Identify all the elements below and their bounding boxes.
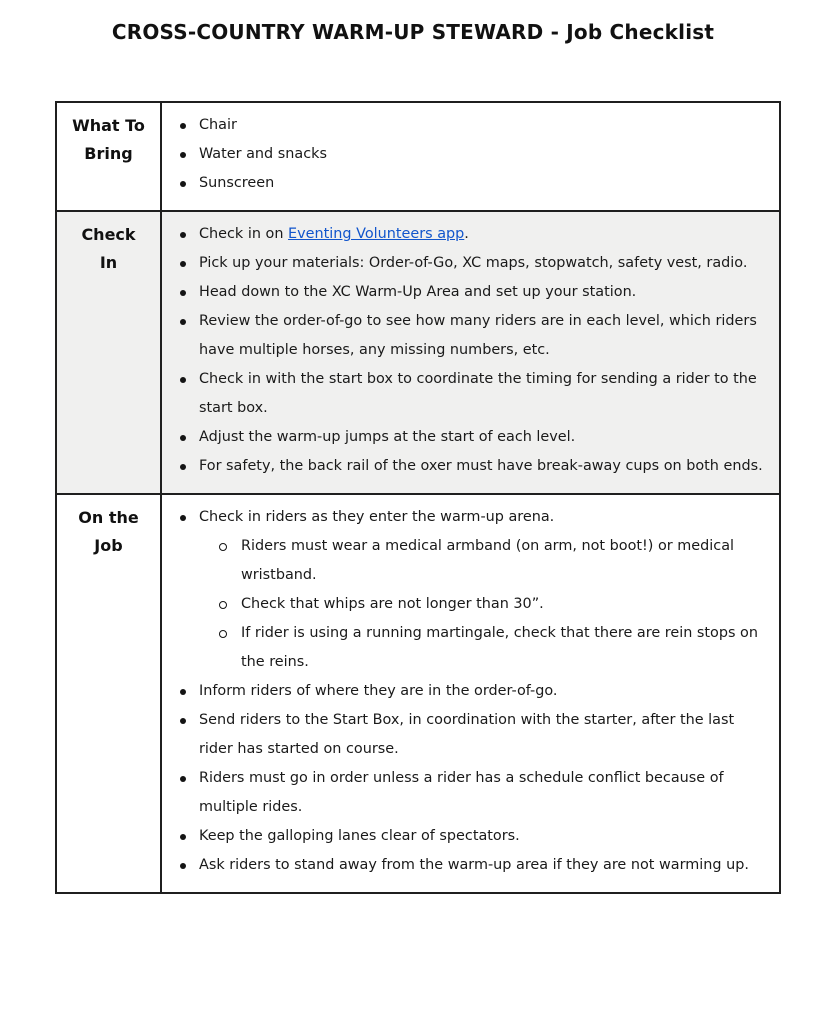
list-item <box>176 764 767 822</box>
bullet-disc-icon <box>180 261 186 267</box>
list-item <box>176 278 767 307</box>
list-item <box>176 706 767 764</box>
row-header-on-the-job <box>56 494 161 893</box>
item-text: Keep the galloping lanes clear of spectators. <box>199 828 520 844</box>
list-item <box>218 619 767 677</box>
bullet-disc-icon <box>180 319 186 325</box>
item-text: Inform riders of where they are in the order-of-go. <box>199 683 558 699</box>
bullet-circle-icon <box>219 601 227 609</box>
page-title: CROSS-COUNTRY WARM-UP STEWARD - Job Checklist <box>111 20 715 44</box>
item-text: Ask riders to stand away from the warm-up area if they are not warming up. <box>199 857 749 873</box>
bullet-disc-icon <box>180 464 186 470</box>
bullet-disc-icon <box>180 377 186 383</box>
bullet-disc-icon <box>180 232 186 238</box>
list-item <box>176 365 767 423</box>
table-row <box>56 211 780 494</box>
list-item <box>218 532 767 590</box>
bullet-disc-icon <box>180 718 186 724</box>
item-text: Chair <box>199 117 237 133</box>
row-header-line: Check <box>81 225 136 244</box>
bullet-disc-icon <box>180 515 186 521</box>
checklist-table-body <box>56 102 780 893</box>
row-header-line: On the <box>78 508 139 527</box>
bullet-list <box>176 111 767 198</box>
list-item <box>176 111 767 140</box>
row-header-what-to-bring <box>56 102 161 211</box>
row-header-line: In <box>99 253 118 272</box>
item-text: Review the order-of-go to see how many riders are in each level, which riders have multiple horses, any missing numbers, etc. <box>199 313 757 358</box>
item-text: Check in riders as they enter the warm-up arena. <box>199 509 555 525</box>
item-text: Check in on <box>199 226 289 242</box>
list-item <box>176 452 767 481</box>
item-text: . <box>464 226 469 242</box>
row-content-cell <box>161 494 780 893</box>
item-text: If rider is using a running martingale, check that there are rein stops on the reins. <box>241 625 758 670</box>
eventing-volunteers-link[interactable]: Eventing Volunteers app <box>288 226 465 242</box>
row-header-line: Bring <box>84 144 133 163</box>
item-text: Riders must wear a medical armband (on arm, not boot!) or medical wristband. <box>241 538 735 583</box>
list-item <box>176 169 767 198</box>
bullet-disc-icon <box>180 834 186 840</box>
row-header-line: What To <box>72 116 145 135</box>
list-item <box>176 249 767 278</box>
row-header-line: Job <box>94 536 123 555</box>
item-text: Adjust the warm-up jumps at the start of each level. <box>199 429 576 445</box>
list-item <box>176 503 767 532</box>
item-text: Check that whips are not longer than 30”. <box>241 596 544 612</box>
bullet-disc-icon <box>180 776 186 782</box>
list-item <box>176 822 767 851</box>
checklist-table <box>55 101 781 894</box>
item-text: Riders must go in order unless a rider has a schedule conflict because of multiple rides. <box>199 770 724 815</box>
item-text: Pick up your materials: Order-of-Go, XC maps, stopwatch, safety vest, radio. <box>199 255 748 271</box>
list-item <box>176 851 767 880</box>
bullet-list <box>176 220 767 481</box>
item-text: Check in with the start box to coordinate the timing for sending a rider to the start box. <box>199 371 757 416</box>
list-item <box>218 590 767 619</box>
bullet-circle-icon <box>219 630 227 638</box>
table-row <box>56 494 780 893</box>
bullet-disc-icon <box>180 181 186 187</box>
item-text: For safety, the back rail of the oxer must have break-away cups on both ends. <box>199 458 763 474</box>
bullet-disc-icon <box>180 290 186 296</box>
bullet-circle-icon <box>219 543 227 551</box>
row-content-cell <box>161 102 780 211</box>
bullet-disc-icon <box>180 123 186 129</box>
list-item <box>176 140 767 169</box>
list-item <box>176 677 767 706</box>
list-item <box>176 220 767 249</box>
item-text: Send riders to the Start Box, in coordination with the starter, after the last rider has started on course. <box>199 712 735 757</box>
list-item <box>176 307 767 365</box>
bullet-disc-icon <box>180 863 186 869</box>
item-text: Sunscreen <box>199 175 275 191</box>
item-text: Head down to the XC Warm-Up Area and set up your station. <box>199 284 637 300</box>
bullet-disc-icon <box>180 435 186 441</box>
list-item <box>176 423 767 452</box>
bullet-disc-icon <box>180 152 186 158</box>
bullet-list <box>176 503 767 880</box>
row-content-cell <box>161 211 780 494</box>
bullet-disc-icon <box>180 689 186 695</box>
row-header-check-in <box>56 211 161 494</box>
table-row <box>56 102 780 211</box>
item-text: Water and snacks <box>199 146 327 162</box>
